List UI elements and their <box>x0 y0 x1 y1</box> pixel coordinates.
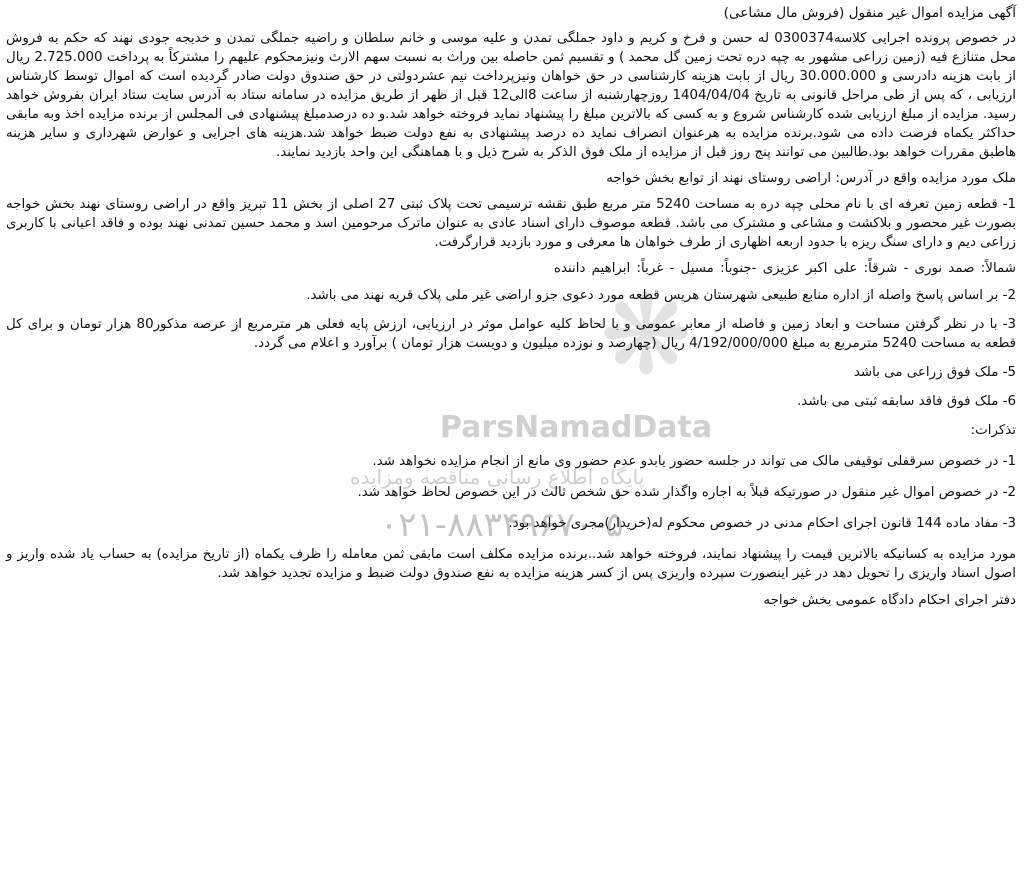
item-2: 2- بر اساس پاسخ واصله از اداره منابع طبیعی شهرستان هریس قطعه مورد دعوی جزو اراضی غیر ملی پلاک قریه نهند می باشد. <box>306 288 1016 303</box>
note-3: 3- مفاد ماده 144 قانون اجرای احکام مدنی در خصوص محکوم له(خریدار)مجری خواهد بود. <box>508 516 1016 531</box>
issuing-office: دفتر اجرای احکام دادگاه عمومی بخش خواجه <box>763 593 1016 608</box>
watermark-phone: ۰۲۱-۸۸۳۴۹۶۷۰-۵ <box>380 505 624 545</box>
property-bounds: شمالاً: صمد نوری - شرقاً: علی اکبر عزیزی -جنوباً: مسیل - غرباً: ابراهیم داننده <box>553 261 1016 276</box>
item-1: 1- قطعه زمین تعرفه ای با نام محلی چپه دره به مساحت 5240 متر مربع طبق نقشه ترسیمی تحت پلاک ثبتی 27 اصلی از بخش 11 تبریز واقع در اراضی روستای نهند بخش خواجه بصورت غیر محصور و بلاکشت و مشاعی و مشترک می باشد. قطعه موصوف دارای اسناد عادی به عنوان ماترک مرحومین اسد و محمد حسین تمدنی نهند بوده و فاقد اعیانی با کاربری زراعی دیم و دارای سنگ ریزه با حدود اربعه اظهاری از طرف خواهان ها معرفی و مورد بازدید قرارگرفت. <box>6 197 1016 250</box>
item-6: 6- ملک فوق فاقد سابقه ثبتی می باشد. <box>797 394 1016 409</box>
intro-paragraph: در خصوص پرونده اجرایی کلاسه0300374 له حسن و فرخ و کریم و داود جملگی تمدن و علیه موسی و خانم سلطان و راضیه جملگی تمدن و خدیجه جودی نهند که حکم به فروش محل متنازع فیه (زمین زراعی مشهور به چپه دره تحت زمین گل محمد ) و تقسیم ثمن حاصله بین وراث به نسبت سهم الارث ونیزمحکوم علیهم را مشترکاً به پرداخت 2.725.000 ریال از بابت هزینه دادرسی و 30.000.000 ریال از بابت هزینه کارشناسی در حق خواهان ونیزپرداخت نیم عشردولتی در حق صندوق دولت صادر گردیده است که اموال توسط کارشناس ارزیابی ، که پس از طی مراحل قانونی به تاریخ 1404/04/04 روزچهارشنبه از ساعت 8الی12 قبل از ظهر از طریق مزایده در سامانه ستاد به آدرس سایت ستاد ایران بفروش خواهد رسید. مزایده از مبلغ ارزیابی شده کارشناس شروع و به کسی که بالاترین مبلغ را پیشنهاد نماید فروخته خواهد شد.و ده درصدمبلغ پیشنهادی فی المجلس از برنده مزایده اخذ وبه مابقی حداکثر یکماه فرصت داده می شود.برنده مزایده به هرعنوان انصراف نماید ده درصد پیشنهادی به نفع دولت ضبط خواهد شد.هزینه های اجرایی و عوارض شهرداری و سایر هزینه هاطبق مقررات خواهد بود.طالبین می توانند پنج روز قبل از مزایده از ملک فوق الذکر به شرح ذیل و با هماهنگی این واحد بازدید نمایند. <box>6 31 1016 160</box>
watermark-brand: ParsNamadData <box>440 410 713 445</box>
watermark-site-text: پایگاه اطلاع رسانی مناقصه ومزایده <box>350 465 645 489</box>
auction-notice <box>6 4 1016 610</box>
note-1: 1- در خصوص سرقفلی توقیفی مالک می تواند در جلسه حضور یابدو عدم حضور وی مانع از انجام مزایده نخواهد شد. <box>372 454 1016 469</box>
notes-heading: تذکرات: <box>970 423 1016 438</box>
item-3: 3- با در نظر گرفتن مساحت و ابعاد زمین و فاصله از معابر عمومی و با لحاظ کلیه عوامل موثر در ارزیابی، ارزش پایه فعلی هر مترمربع از عرصه مذکور80 هزار تومان و برای کل قطعه به مساحت 5240 مترمربع به مبلغ 4/192/000/000 ریال (چهارصد و نوزده میلیون و دویست هزار تومان ) برآورد و اعلام می گردد. <box>6 317 1017 351</box>
notice-title: آگهی مزایده اموال غیر منقول (فروش مال مشاعی) <box>723 5 1016 21</box>
closing-paragraph: مورد مزایده به کسانیکه بالاترین قیمت را پیشنهاد نمایند، فروخته خواهد شد..برنده مزایده مکلف است مابقی ثمن معامله را ظرف یکماه (از تاریخ مزایده) به حساب یاد شده واریز و اصول اسناد واریزی را تحویل دهد در غیر اینصورت سپرده واریزی پس از کسر هزینه مزایده به نفع صندوق دولت ضبط و مزایده تجدید خواهد شد. <box>6 547 1016 581</box>
item-5: 5- ملک فوق زراعی می باشد <box>853 365 1016 380</box>
property-location: ملک مورد مزایده واقع در آدرس: اراضی روستای نهند از توابع بخش خواجه <box>606 171 1016 186</box>
note-2: 2- در خصوص اموال غیر منقول در صورتیکه قبلاً به اجاره واگذار شده حق شخص ثالث در این خصوص لحاظ خواهد شد. <box>357 485 1016 500</box>
watermark-logo-icon: ❋ <box>600 271 693 399</box>
